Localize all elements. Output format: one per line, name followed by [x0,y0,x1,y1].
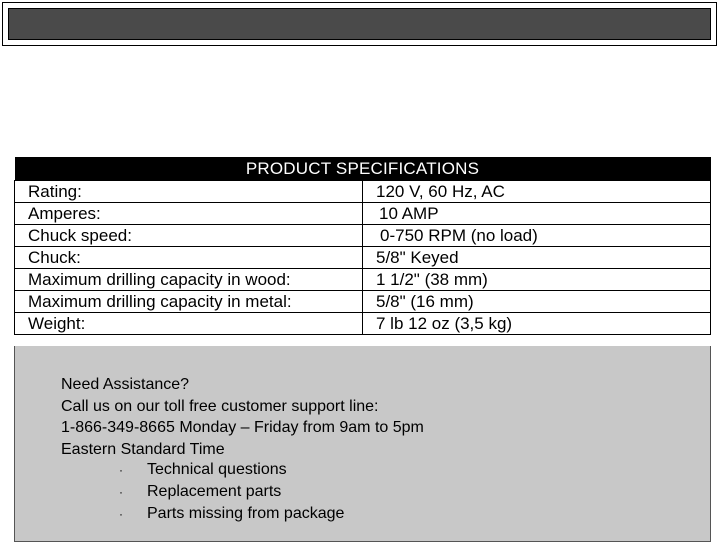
spec-row-weight [15,313,711,335]
assistance-phone-line: 1-866-349-8665 Monday – Friday from 9am to 5pm [61,419,424,436]
list-item-text: Parts missing from package [147,505,345,522]
spec-label: Chuck: [15,247,363,269]
spec-row-chuck [15,247,711,269]
spec-value: 10 AMP [363,203,711,225]
spec-row-chuck-speed [15,225,711,247]
spec-row-amperes [15,203,711,225]
spec-value: 7 lb 12 oz (3,5 kg) [363,313,711,335]
spec-value: 1 1/2" (38 mm) [363,269,711,291]
spec-label: Chuck speed: [15,225,363,247]
bullet-icon: · [119,485,123,499]
assistance-line: Eastern Standard Time [61,440,225,458]
list-item [119,503,344,525]
assistance-text [61,374,424,460]
spec-label: Maximum drilling capacity in metal: [15,291,363,313]
spec-row-wood-capacity [15,269,711,291]
assistance-bullet-list [119,459,344,525]
list-item [119,481,344,503]
list-item [119,459,344,481]
customer-assistance-box [14,346,711,542]
spec-label: Amperes: [15,203,363,225]
spec-value: 5/8" Keyed [363,247,711,269]
assistance-line: Call us on our toll free customer support line: [61,397,379,415]
spec-row-metal-capacity [15,291,711,313]
spec-value: 0-750 RPM (no load) [363,225,711,247]
spec-row-rating [15,181,711,203]
spec-value: 120 V, 60 Hz, AC [363,181,711,203]
header-bar [8,8,711,40]
assistance-heading: Need Assistance? [61,376,190,393]
spec-label: Rating: [15,181,363,203]
product-specifications-table [14,157,711,335]
spec-value: 5/8" (16 mm) [363,291,711,313]
specifications-title: PRODUCT SPECIFICATIONS [15,157,711,181]
spec-label: Weight: [15,313,363,335]
list-item-text: Replacement parts [147,483,282,500]
header-frame [2,2,717,46]
spec-label: Maximum drilling capacity in wood: [15,269,363,291]
bullet-icon: · [119,463,123,477]
list-item-text: Technical questions [147,461,287,478]
bullet-icon: · [119,507,123,521]
